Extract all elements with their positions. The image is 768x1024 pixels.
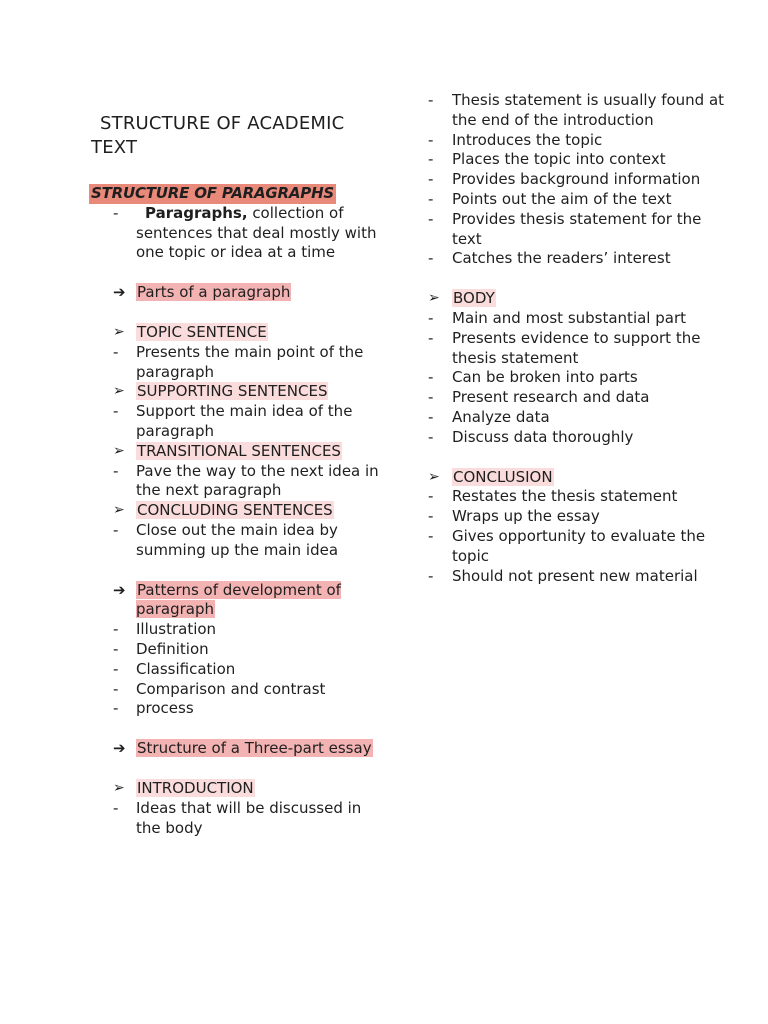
list-item (428, 368, 728, 388)
topic-sentence-text: TOPIC SENTENCE (137, 322, 267, 341)
section-heading-paragraphs: STRUCTURE OF PARAGRAPHS (91, 184, 335, 202)
list-item-text: Pave the way to the next idea in the next paragraph (136, 461, 379, 500)
dash-marker: - (113, 203, 119, 222)
triangle-bullet-icon: ➢ (113, 323, 125, 340)
list-item-text: Provides thesis statement for the text (452, 209, 702, 248)
list-item (428, 91, 728, 131)
intro-bold: Paragraphs, (145, 203, 248, 222)
concluding-sentences-text: CONCLUDING SENTENCES (137, 501, 333, 520)
list-item (428, 428, 728, 448)
transitional-sentences-heading (91, 442, 381, 462)
dash-marker: - (428, 507, 434, 526)
list-item-text: Present research and data (452, 388, 650, 407)
list-item-text: Thesis statement is usually found at the end of the introduction (452, 91, 725, 129)
list-item-text: Discuss data thoroughly (452, 427, 634, 446)
right-column (428, 91, 728, 586)
list-item-text: Introduces the topic (452, 130, 603, 149)
dash-marker: - (428, 407, 434, 426)
triangle-bullet-icon: ➢ (428, 290, 440, 307)
list-item-text: Presents the main point of the paragraph (136, 342, 364, 381)
dash-marker: - (113, 520, 119, 539)
list-item (428, 329, 728, 369)
body-text: BODY (453, 289, 495, 308)
parts-heading (91, 283, 381, 303)
dash-marker: - (428, 189, 434, 208)
list-item (428, 507, 728, 527)
title-line-1: STRUCTURE OF ACADEMIC (100, 113, 345, 134)
dash-marker: - (113, 639, 119, 658)
list-item (91, 799, 381, 839)
arrow-icon: ➔ (113, 580, 126, 599)
list-item-text: Gives opportunity to evaluate the topic (452, 526, 706, 565)
list-item (428, 487, 728, 507)
list-item (91, 680, 381, 700)
dash-marker: - (428, 209, 434, 228)
list-item (428, 170, 728, 190)
supporting-sentences-text: SUPPORTING SENTENCES (137, 382, 328, 401)
dash-marker: - (428, 566, 434, 585)
list-item (91, 402, 381, 442)
conclusion-text: CONCLUSION (453, 467, 553, 486)
dash-marker: - (428, 249, 434, 268)
list-item-text: process (136, 699, 194, 718)
transitional-sentences-text: TRANSITIONAL SENTENCES (137, 441, 341, 460)
dash-marker: - (113, 342, 119, 361)
dash-marker: - (428, 328, 434, 347)
list-item-text: Main and most substantial part (452, 308, 686, 327)
intro-text (136, 204, 376, 262)
essay-structure-heading-text: Structure of a Three-part essay (137, 739, 372, 758)
arrow-icon: ➔ (113, 739, 126, 758)
dash-marker: - (113, 620, 119, 639)
dash-marker: - (113, 461, 119, 480)
dash-marker: - (428, 170, 434, 189)
dash-marker: - (113, 402, 119, 421)
list-item-text: Provides background information (452, 170, 701, 189)
dash-marker: - (428, 91, 434, 109)
patterns-heading (91, 581, 381, 621)
list-item-text: Catches the readers’ interest (452, 249, 671, 268)
list-item-text: Restates the thesis statement (452, 487, 678, 506)
dash-marker: - (113, 679, 119, 698)
list-item-text: Should not present new material (452, 566, 698, 585)
list-item (428, 567, 728, 587)
triangle-bullet-icon: ➢ (113, 502, 125, 519)
list-item (428, 150, 728, 170)
list-item-text: Definition (136, 639, 209, 658)
dash-marker: - (428, 150, 434, 169)
introduction-text: INTRODUCTION (137, 778, 254, 797)
triangle-bullet-icon: ➢ (113, 779, 125, 796)
list-item (91, 620, 381, 640)
essay-structure-heading (91, 739, 381, 759)
list-item (91, 699, 381, 719)
list-item (91, 462, 381, 502)
dash-marker: - (113, 699, 119, 718)
list-item (91, 640, 381, 660)
list-item (428, 210, 728, 250)
list-item-text: Classification (136, 659, 236, 678)
list-item-text: Support the main idea of the paragraph (136, 402, 353, 440)
list-item (428, 408, 728, 428)
dash-marker: - (428, 368, 434, 387)
triangle-bullet-icon: ➢ (113, 383, 125, 400)
supporting-sentences-heading (91, 382, 381, 402)
body-heading (428, 289, 728, 309)
list-item (91, 521, 381, 561)
triangle-bullet-icon: ➢ (428, 468, 440, 485)
list-item-text: Illustration (136, 620, 217, 639)
dash-marker: - (428, 388, 434, 407)
patterns-heading-text: Patterns of development of paragraph (136, 580, 341, 619)
dash-marker: - (113, 659, 119, 678)
dash-marker: - (428, 526, 434, 545)
conclusion-heading (428, 468, 728, 488)
dash-marker: - (428, 130, 434, 149)
triangle-bullet-icon: ➢ (113, 442, 125, 459)
parts-heading-text: Parts of a paragraph (137, 283, 291, 302)
list-item (428, 249, 728, 269)
list-item-text: Places the topic into context (452, 150, 666, 169)
list-item (428, 309, 728, 329)
intro-rest: collection of sentences that deal mostly with one topic or idea at a time (136, 203, 377, 262)
title-line-2: TEXT (91, 137, 138, 158)
list-item-text: Comparison and contrast (136, 679, 326, 698)
list-item-text: Points out the aim of the text (452, 189, 672, 208)
list-item-text: Can be broken into parts (452, 368, 638, 387)
intro-definition (91, 204, 381, 263)
list-item-text: Analyze data (452, 407, 550, 426)
list-item (91, 343, 381, 383)
list-item (428, 131, 728, 151)
document-title (91, 112, 381, 160)
dash-marker: - (428, 308, 434, 327)
dash-marker: - (113, 798, 119, 817)
concluding-sentences-heading (91, 501, 381, 521)
introduction-heading (91, 779, 381, 799)
list-item-text: Presents evidence to support the thesis statement (452, 328, 701, 367)
list-item (91, 660, 381, 680)
dash-marker: - (428, 427, 434, 446)
left-column (91, 112, 381, 838)
list-item-text: Wraps up the essay (452, 507, 600, 526)
list-item (428, 190, 728, 210)
list-item (428, 388, 728, 408)
dash-marker: - (428, 487, 434, 506)
list-item (428, 527, 728, 567)
list-item-text: Ideas that will be discussed in the body (136, 798, 362, 837)
topic-sentence-heading (91, 323, 381, 343)
arrow-icon: ➔ (113, 283, 126, 302)
list-item-text: Close out the main idea by summing up the main idea (136, 520, 339, 559)
